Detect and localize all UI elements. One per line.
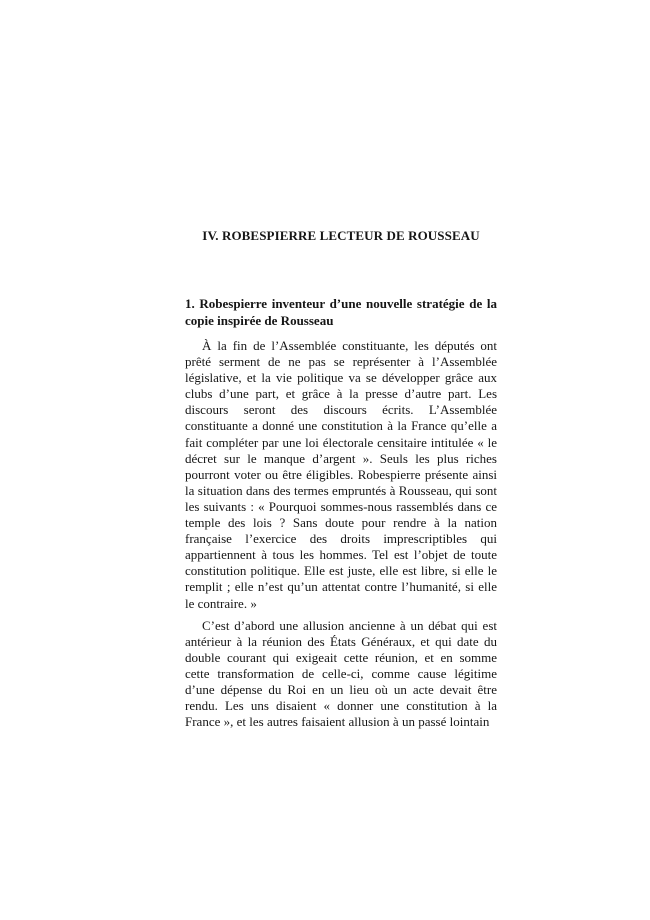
text-column	[185, 228, 497, 730]
paragraph: À la fin de l’Assemblée constituante, les députés ont prêté serment de ne pas se représenter à l’Assemblée législative, et la vie politique va se développer grâce aux clubs d’une part, et grâce à la presse d’autre part. Les discours seront des discours écrits. L’Assemblée constituante a donné une constitution à la France qu’elle a fait compléter par une loi électorale censitaire intitulée « le décret sur le manque d’argent ». Seuls les plus riches pourront voter ou être éligibles. Robespierre présente ainsi la situation dans des termes empruntés à Rousseau, qui sont les suivants : « Pourquoi sommes-nous rassemblés dans ce temple des lois ? Sans doute pour rendre à la nation française l’exercice des droits imprescriptibles qui appartiennent à tous les hommes. Tel est l’objet de toute constitution politique. Elle est juste, elle est libre, si elle le remplit ; elle n’est qu’un attentat contre l’humanité, si elle le contraire. »	[185, 338, 497, 611]
section-heading: 1. Robespierre inventeur d’une nouvelle stratégie de la copie inspirée de Rousseau	[185, 296, 497, 328]
paragraph: C’est d’abord une allusion ancienne à un débat qui est antérieur à la réunion des États Généraux, et qui date du double courant qui exigeait cette réunion, et en somme cette transformation de celle-ci, comme cause légitime d’une dépense du Roi en un lieu où un acte devait être rendu. Les uns disaient « donner une constitution à la France », et les autres faisaient allusion à un passé lointain	[185, 617, 497, 730]
chapter-title: IV. ROBESPIERRE LECTEUR DE ROUSSEAU	[202, 228, 480, 243]
